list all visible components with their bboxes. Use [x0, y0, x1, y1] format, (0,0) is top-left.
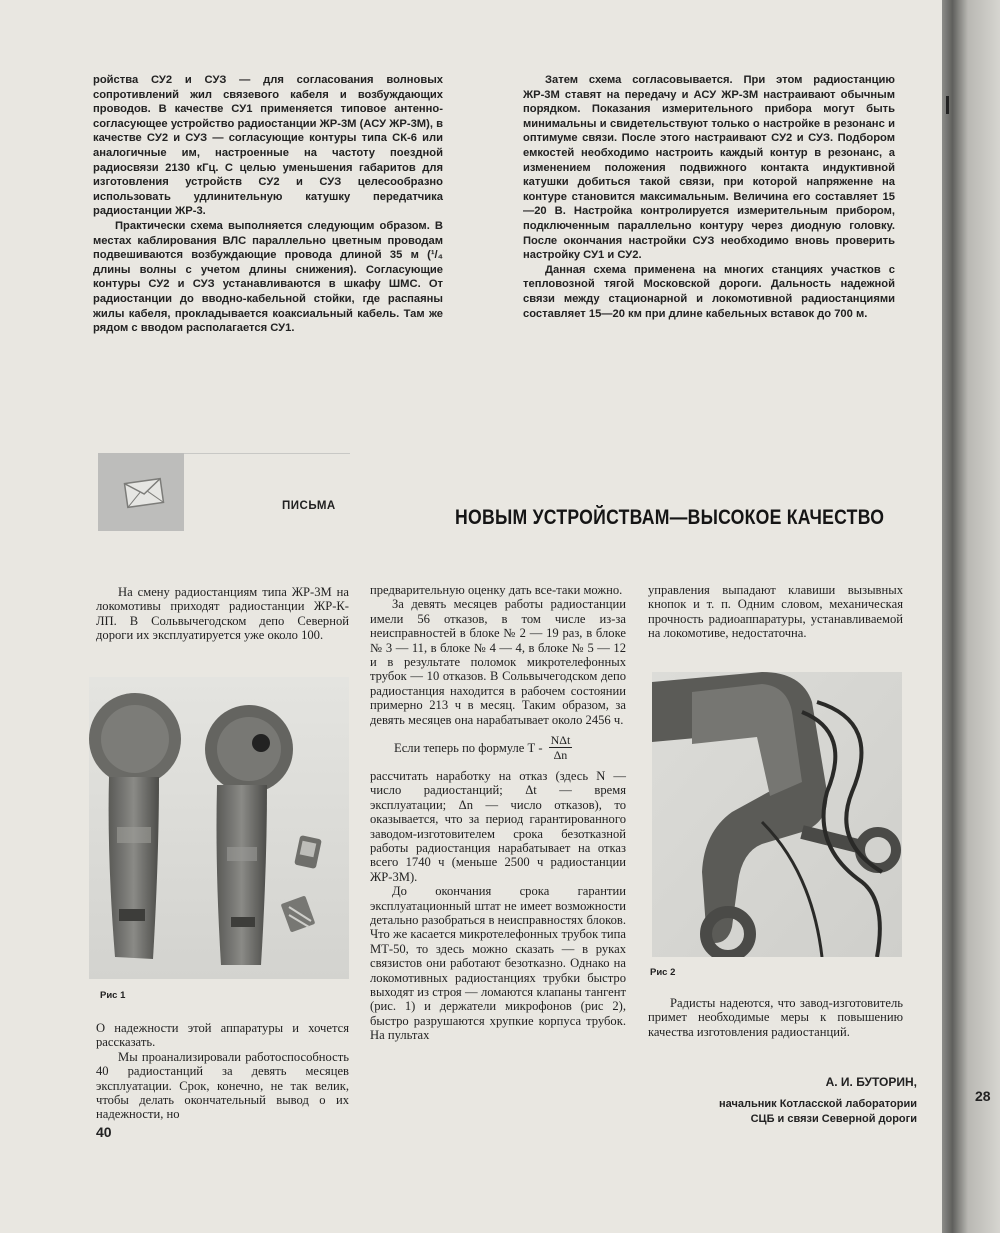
page-number: 40: [96, 1124, 112, 1140]
page-gutter-shadow: [942, 0, 1000, 1233]
gutter-mark: [946, 96, 949, 114]
column-1-body: [96, 1021, 349, 1122]
article-headline: НОВЫМ УСТРОЙСТВАМ—ВЫСОКОЕ КАЧЕСТВО: [455, 506, 885, 529]
paragraph: предварительную оценку дать все-таки можно.: [370, 583, 623, 597]
paragraph: Практически схема выполняется следующим образом. В местах каблирования ВЛС параллельно цветным проводам подвешиваются возбуждающие провода длиной 35 м (¹/₄ длины волны с учетом длины снижения). Согласующие контуры СУ2 и СУЗ устанавливаются в шкафу ШМС. От радиостанции до вводно-кабельной стойки, где распаяны жилы кабеля, прокладывается коаксиальный кабель. Там же рядом с вводом располагается СУ1.: [93, 219, 443, 335]
paragraph: Данная схема применена на многих станциях участков с тепловозной тягой Московской дороги. Дальность надежной связи между стационарной и локомотивной радиостанциями составляет 15—20 км при длине кабельных вставок до 700 м.: [523, 263, 895, 320]
column-3-bottom: [648, 996, 903, 1039]
formula-denominator: Δn: [553, 748, 568, 763]
figure-2-caption: Рис 2: [650, 967, 676, 978]
column-2: [370, 583, 626, 1043]
author-position-line-1: начальник Котласской лаборатории: [718, 1098, 917, 1110]
top-left-column: [93, 73, 443, 336]
facing-page-number: 28: [975, 1088, 991, 1104]
figure-2-photo: [652, 672, 902, 957]
formula: [394, 733, 626, 763]
column-1-intro: [96, 585, 349, 643]
rubric-box: [98, 453, 184, 531]
paragraph: ройства СУ2 и СУЗ — для согласования волновых сопротивлений жил связевого кабеля и возбуждающих проводов. В качестве СУ1 применяется типовое антенно-согласующее устройство радиостанции ЖР-3М (АСУ ЖР-3М), в качестве СУ2 и СУЗ — согласующие контуры типа СК-6 или аналогичные им, настроенные на частоту поездной радиосвязи 2130 кГц. С целью уменьшения габаритов для изготовления устройств СУ2 и СУЗ целесообразно использовать удлинительную катушку передатчика радиостанции ЖР-3.: [93, 74, 443, 218]
paragraph: Радисты надеются, что завод-изготовитель примет необходимые меры к повышению качества изготовления радиостанций.: [648, 996, 903, 1039]
paragraph: О надежности этой аппаратуры и хочется рассказать.: [96, 1021, 349, 1050]
paragraph: рассчитать наработку на отказ (здесь N — число радиостанций; Δt — время эксплуатации; Δn — число отказов), то оказывается, что за период гарантированного заводом-изготовителем срока безотказной работы радиостанция нарабатывает на отказ всего 1740 ч (меньше 2500 ч радиостанции ЖР-3М).: [370, 768, 626, 884]
formula-lead: Если теперь по формуле Т -: [394, 740, 543, 755]
paragraph: управления выпадают клавиши вызывных кнопок и т. п. Одним словом, механическая прочность радиоаппаратуры, устанавливаемой на локомотиве, недостаточна.: [648, 583, 903, 641]
formula-fraction: [549, 733, 573, 763]
paragraph: За девять месяцев работы радиостанции имели 56 отказов, в том числе из-за неисправностей в блоке № 2 — 19 раз, в блоке № 3 — 11, в блоке № 4 — 4, в блоке № 5 — 12 и в результате поломок микротелефонных трубок — 10 отказов. В Сольвычегодском депо радиостанция находится в рабочем состоянии примерно 213 ч в месяц. Таким образом, за девять месяцев она нарабатывает около 2456 ч.: [370, 597, 626, 727]
envelope-icon: [98, 453, 184, 531]
rubric-label: ПИСЬМА: [282, 500, 336, 512]
author-signature: [719, 1075, 917, 1127]
paragraph: На смену радиостанциям типа ЖР-3М на локомотивы приходят радиостанции ЖР-К-ЛП. В Сольвычегодском депо Северной дороги их эксплуатируется уже около 100.: [96, 585, 349, 643]
figure-1-caption: Рис 1: [100, 990, 126, 1001]
formula-numerator: NΔt: [550, 733, 571, 748]
rubric-rule: [184, 453, 350, 454]
column-3-top: [648, 583, 903, 641]
top-right-column: [523, 73, 895, 321]
paragraph: Затем схема согласовывается. При этом радиостанцию ЖР-3М ставят на передачу и АСУ ЖР-3М настраивают обычным порядком. Показания измерительного прибора могут быть минимальны и свидетельствуют только о настройке в резонанс и оптимуме связи. После этого настраивают СУ2 и СУЗ. Подбором емкостей необходимо настроить каждый контур в резонанс, а изменением положения подвижного контакта индуктивной катушки добиться такой связи, при которой напряженне на контуре становится максимальным. Величина его составляет 15—20 В. Настройка контролируется измерительным прибором, подключенным параллельно контуру через диодную головку. После окончания настройки СУЗ необходимо вновь проверить настройку СУ1 и СУ2.: [523, 74, 895, 262]
paragraph: Мы проанализировали работоспособность 40 радиостанций за девять месяцев эксплуатации. Срок, конечно, не так велик, чтобы делать окончательный вывод о их надежности, но: [96, 1049, 349, 1122]
author-name: А. И. БУТОРИН,: [825, 1075, 917, 1089]
figure-1-photo: [89, 677, 349, 979]
paragraph: До окончания срока гарантии эксплуатационный штат не имеет возможности детально разобраться в неисправностях блоков. Что же касается микротелефонных трубок типа МТ-50, то здесь можно сказать — в руках связистов они работают безотказно. Однако на локомотивных радиостанциях трубки быстро выходят из строя — ломаются клапаны тангент (рис. 1) и держатели микрофонов (рис 2), быстро разрушаются хрупкие корпуса трубок. На пультах: [370, 884, 626, 1043]
author-position-line-2: СЦБ и связи Северной дороги: [750, 1113, 917, 1125]
